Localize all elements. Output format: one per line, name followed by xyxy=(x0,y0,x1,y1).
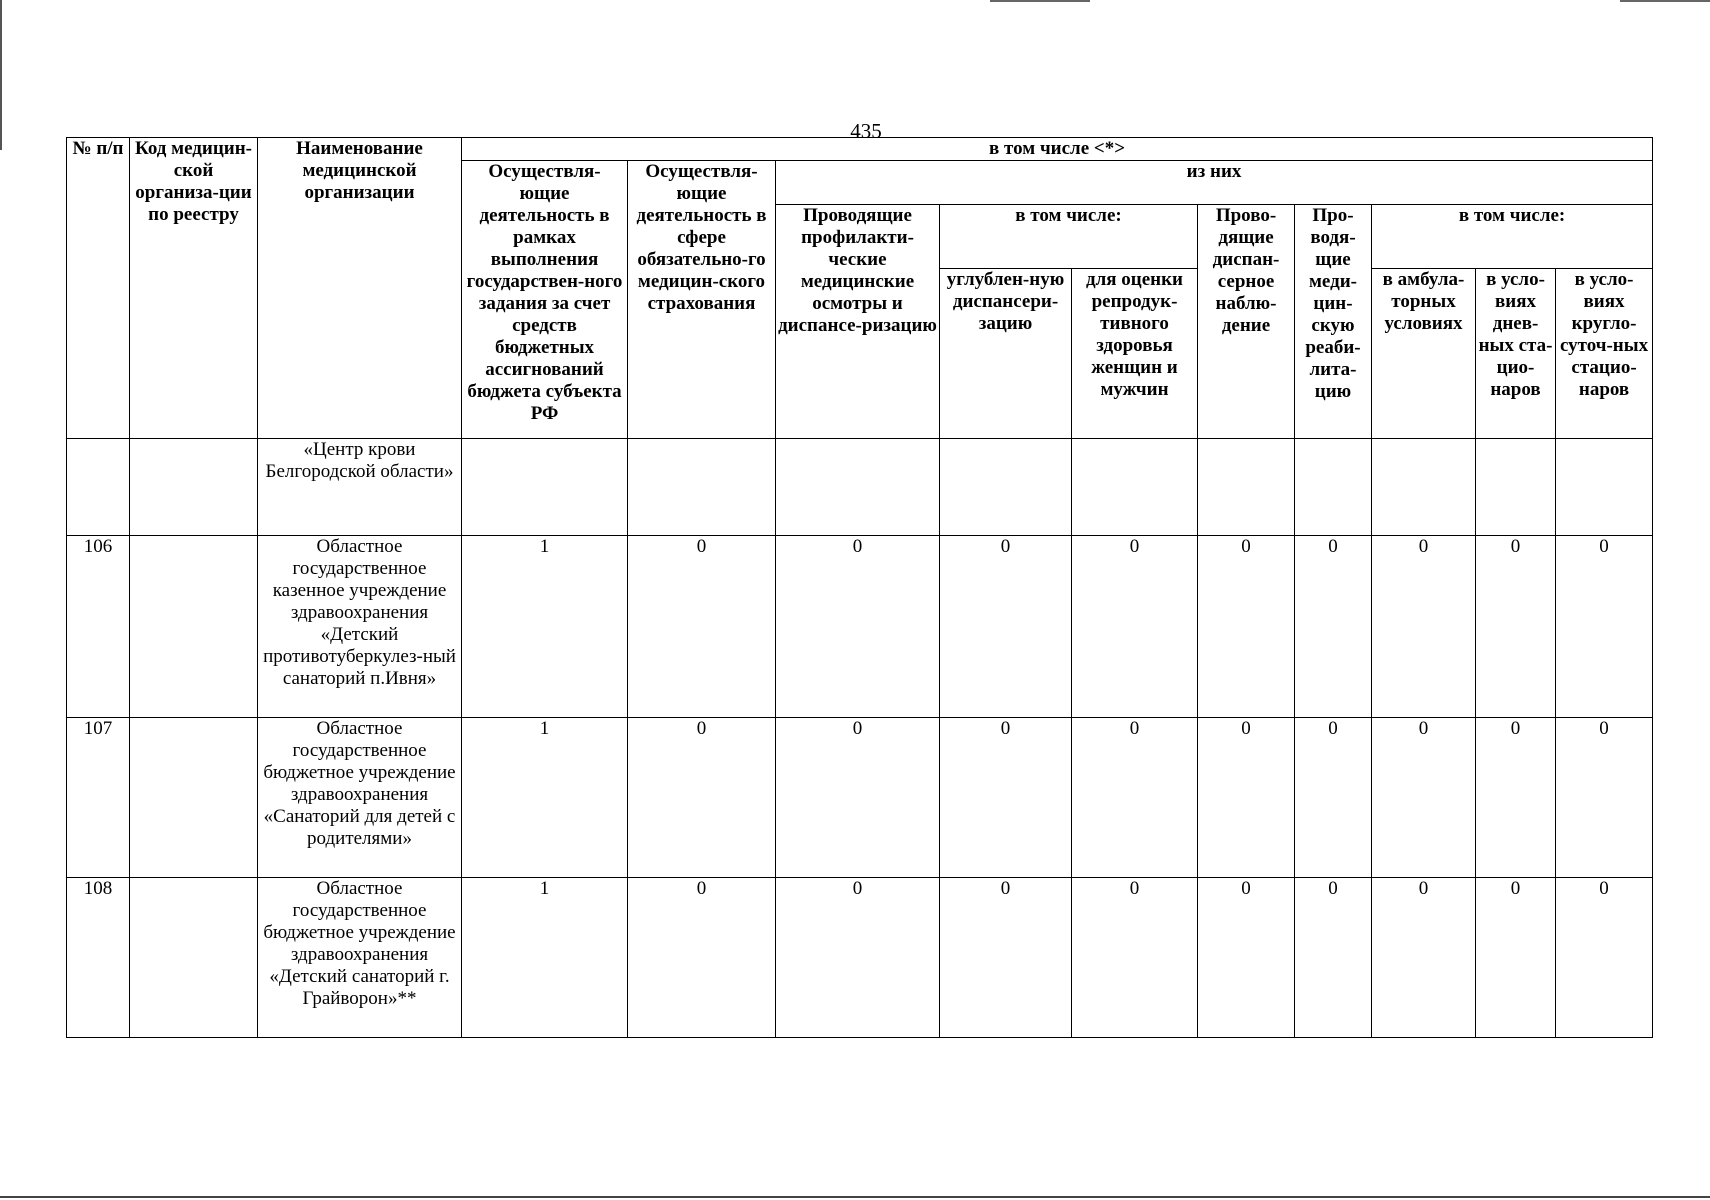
row-number: 106 xyxy=(67,536,130,718)
cell-day-hospital xyxy=(1476,439,1556,536)
header-group-including-3: в том числе: xyxy=(1372,205,1653,269)
cell-repro: 0 xyxy=(1072,718,1198,878)
header-round-clock-hospital: в усло-виях кругло-суточ-ных стацио-наров xyxy=(1556,269,1653,439)
cell-outpatient xyxy=(1372,439,1476,536)
row-org-code xyxy=(130,439,258,536)
header-deep-dispensarization: углублен-ную диспансери-зацию xyxy=(940,269,1072,439)
header-oms: Осуществля-ющие деятельность в сфере обязательно-го медицин-ского страхования xyxy=(628,161,776,439)
cell-deep: 0 xyxy=(940,718,1072,878)
scan-edge-top-right xyxy=(1620,0,1710,2)
header-budget-funded: Осуществля-ющие деятельность в рамках выполнения государствен-ного задания за счет средств бюджетных ассигнований бюджета субъекта РФ xyxy=(462,161,628,439)
cell-repro: 0 xyxy=(1072,536,1198,718)
cell-dispensary: 0 xyxy=(1198,536,1295,718)
row-org-code xyxy=(130,878,258,1038)
row-org-name: «Центр крови Белгородской области» xyxy=(258,439,462,536)
cell-deep: 0 xyxy=(940,536,1072,718)
cell-deep: 0 xyxy=(940,878,1072,1038)
cell-preventive: 0 xyxy=(776,718,940,878)
row-org-code xyxy=(130,718,258,878)
header-group-of-them: из них xyxy=(776,161,1653,205)
cell-dispensary: 0 xyxy=(1198,878,1295,1038)
cell-preventive: 0 xyxy=(776,536,940,718)
header-rehabilitation: Про-водя-щие меди-цин-скую реаби-лита-цию xyxy=(1295,205,1372,439)
cell-rehab xyxy=(1295,439,1372,536)
cell-rehab: 0 xyxy=(1295,878,1372,1038)
cell-oms xyxy=(628,439,776,536)
medical-organizations-table xyxy=(66,137,1653,1038)
header-row-number: № п/п xyxy=(67,138,130,439)
row-number: 108 xyxy=(67,878,130,1038)
cell-oms: 0 xyxy=(628,718,776,878)
cell-dispensary: 0 xyxy=(1198,718,1295,878)
table-row xyxy=(67,718,1653,878)
cell-budget: 1 xyxy=(462,718,628,878)
cell-preventive xyxy=(776,439,940,536)
header-group-including: в том числе <*> xyxy=(462,138,1653,161)
row-org-name: Областное государственное бюджетное учреждение здравоохранения «Санаторий для детей с родителями» xyxy=(258,718,462,878)
cell-dispensary xyxy=(1198,439,1295,536)
cell-day-hospital: 0 xyxy=(1476,878,1556,1038)
header-org-name: Наименование медицинской организации xyxy=(258,138,462,439)
table-row xyxy=(67,439,1653,536)
header-day-hospital: в усло-виях днев-ных ста-цио-наров xyxy=(1476,269,1556,439)
row-org-name: Областное государственное бюджетное учреждение здравоохранения «Детский санаторий г. Грайворон»** xyxy=(258,878,462,1038)
cell-deep xyxy=(940,439,1072,536)
header-reproductive-health: для оценки репродук-тивного здоровья женщин и мужчин xyxy=(1072,269,1198,439)
header-dispensary-observation: Прово-дящие диспан-серное наблю-дение xyxy=(1198,205,1295,439)
row-number: 107 xyxy=(67,718,130,878)
cell-round-clock: 0 xyxy=(1556,536,1653,718)
cell-rehab: 0 xyxy=(1295,718,1372,878)
header-outpatient: в амбула-торных условиях xyxy=(1372,269,1476,439)
cell-outpatient: 0 xyxy=(1372,536,1476,718)
cell-day-hospital: 0 xyxy=(1476,718,1556,878)
cell-round-clock xyxy=(1556,439,1653,536)
row-org-name: Областное государственное казенное учреждение здравоохранения «Детский противотуберкулез-ный санаторий п.Ивня» xyxy=(258,536,462,718)
cell-day-hospital: 0 xyxy=(1476,536,1556,718)
row-number xyxy=(67,439,130,536)
row-org-code xyxy=(130,536,258,718)
cell-repro: 0 xyxy=(1072,878,1198,1038)
cell-round-clock: 0 xyxy=(1556,878,1653,1038)
table-row xyxy=(67,878,1653,1038)
scan-edge-left xyxy=(0,0,2,150)
header-org-code: Код медицин-ской организа-ции по реестру xyxy=(130,138,258,439)
scan-edge-top xyxy=(990,0,1090,2)
cell-oms: 0 xyxy=(628,878,776,1038)
cell-budget: 1 xyxy=(462,536,628,718)
cell-outpatient: 0 xyxy=(1372,718,1476,878)
cell-outpatient: 0 xyxy=(1372,878,1476,1038)
header-preventive-exams: Проводящие профилакти-ческие медицинские осмотры и диспансе-ризацию xyxy=(776,205,940,439)
cell-budget: 1 xyxy=(462,878,628,1038)
table-row xyxy=(67,536,1653,718)
page-number: 435 xyxy=(850,119,882,143)
header-group-including-2: в том числе: xyxy=(940,205,1198,269)
cell-repro xyxy=(1072,439,1198,536)
scan-edge-bottom xyxy=(0,1196,1710,1198)
cell-round-clock: 0 xyxy=(1556,718,1653,878)
cell-oms: 0 xyxy=(628,536,776,718)
cell-budget xyxy=(462,439,628,536)
cell-preventive: 0 xyxy=(776,878,940,1038)
cell-rehab: 0 xyxy=(1295,536,1372,718)
